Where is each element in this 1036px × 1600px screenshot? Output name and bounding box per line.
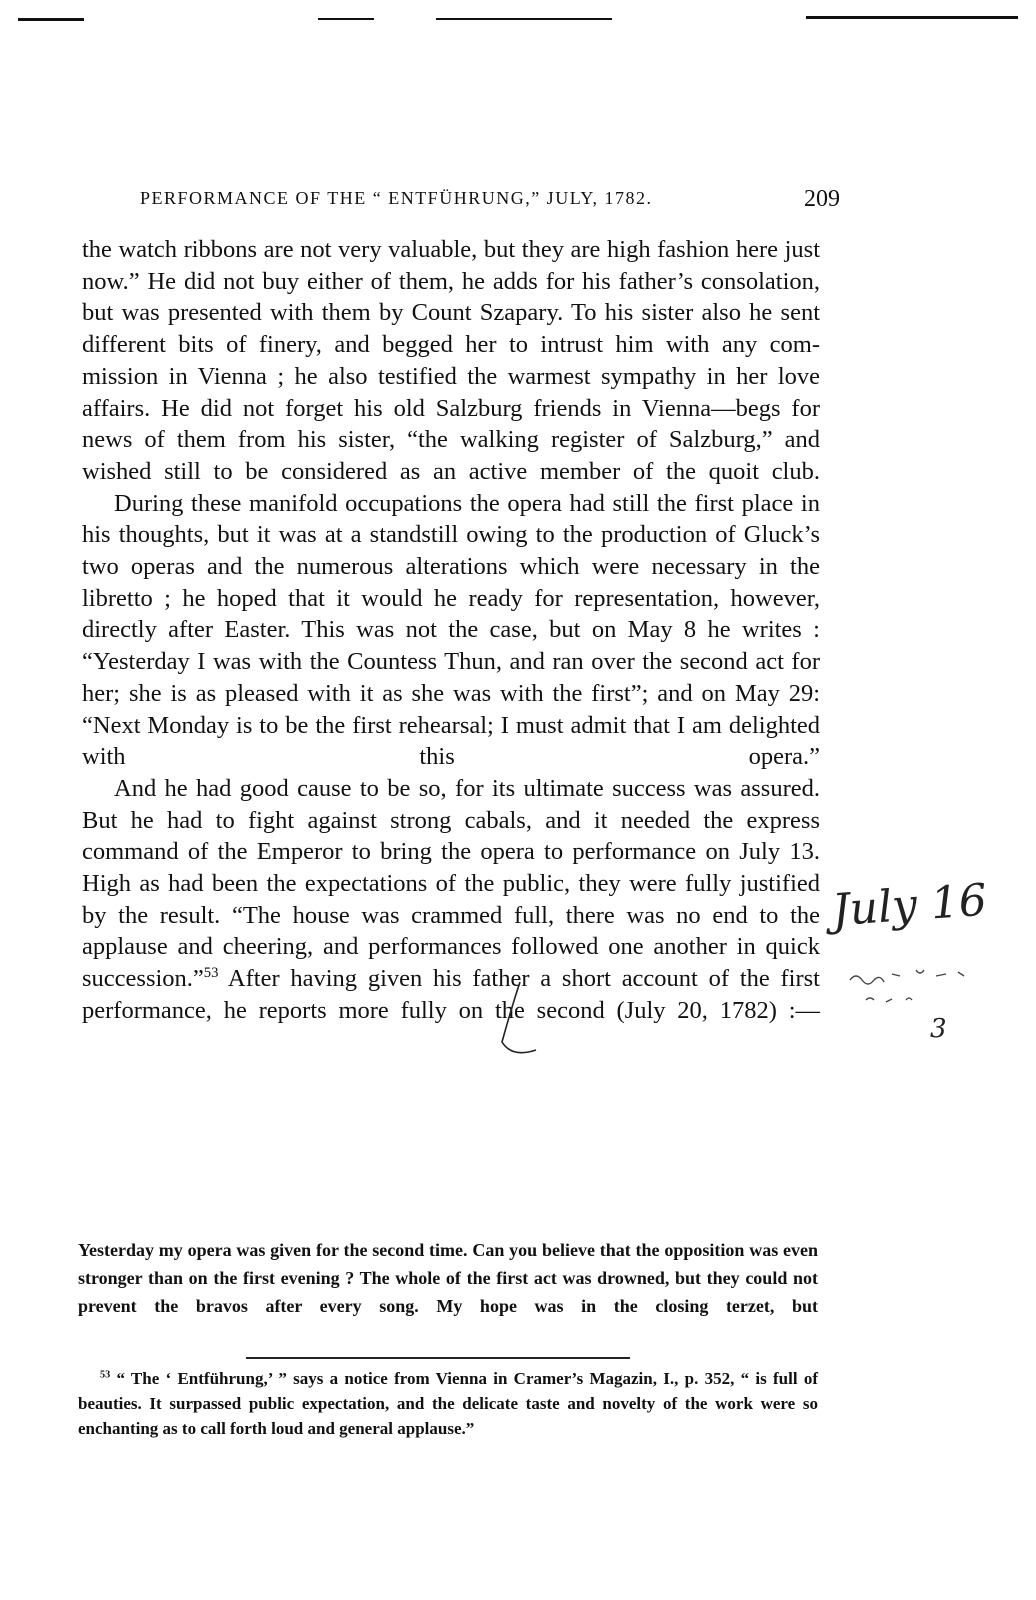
top-rule (806, 16, 1018, 19)
footnote-rule (246, 1357, 630, 1359)
top-rule (436, 18, 612, 20)
footnote-marker: 53 (100, 1369, 111, 1381)
footnote-ref: 53 (203, 965, 219, 982)
paragraph: the watch ribbons are not very valuable, but they are high fashion here just now.” He did not buy either of them, he adds for his father’s consolation, but was presented with them by Count Szapary. To his sister also he sent different bits of finery, and begged her to intrust him with any com- mission in Vienna ; he also testified the warmest sympathy in her love affairs. He did not forget his old Salzburg friends in Vienna—begs for news of them from his sister, “the walking register of Salzburg,” and wished still to be considered as an active member of the quoit club. (82, 236, 820, 485)
footnote (78, 1366, 818, 1441)
scribble-marks (846, 960, 996, 1010)
block-quote: Yesterday my opera was given for the second time. Can you believe that the opposition was even stronger than on the first evening ? The whole of the first act was drowned, but they could not prevent the bravos after every song. My hope was in the closing terzet, but (78, 1240, 818, 1316)
margin-note (830, 875, 988, 937)
paragraph: During these manifold occupations the opera had still the first place in his thoughts, but it was at a standstill owing to the production of Gluck’s two operas and the numerous alterations which were necessary in the libretto ; he hoped that it would he ready for representation, however, directly after Easter. This was not the case, but on May 8 he writes : “Yesterday I was with the Countess Thun, and ran over the second act for her; she is as pleased with it as she was with the first”; and on May 29: “Next Monday is to be the first rehearsal; I must admit that I am delighted with this opera.” (82, 489, 820, 771)
footnote-text: “ The ‘ Entführung,’ ” says a notice from Vienna in Cramer’s Magazin, I., p. 352, “ is full of beauties. It surpassed public expectation, and the delicate taste and novelty of the work were so enchanting as to call forth loud and general applause.” (78, 1369, 819, 1438)
paragraph (82, 773, 820, 1027)
main-text (82, 234, 820, 1027)
paragraph-text: And he had good cause to be so, for its ultimate success was assured. But he had to fight against strong cabals, and it needed the express command of the Emperor to bring the opera to performance on July 13. High as had been the expectations of the public, they were fully justified by the result. “The house was crammed full, there was no end to the applause and cheering, and performances followed one another in quick succession.” (82, 774, 820, 993)
margin-note-number: 3 (930, 1014, 947, 1044)
page-number: 209 (804, 186, 840, 212)
margin-note-date: July 16 (830, 874, 989, 937)
margin-note-scribble (846, 960, 996, 1010)
header-title: PERFORMANCE OF THE “ ENTFÜHRUNG,” JULY, 1782. (140, 188, 653, 208)
top-rule (18, 18, 84, 21)
paragraph-text: After having given his father a short account of the first performance, he reports more fully on the second (July 20, 1782) :— (82, 965, 820, 1024)
running-header (140, 186, 840, 212)
top-rule (318, 18, 374, 20)
pencil-marks (460, 970, 580, 1070)
